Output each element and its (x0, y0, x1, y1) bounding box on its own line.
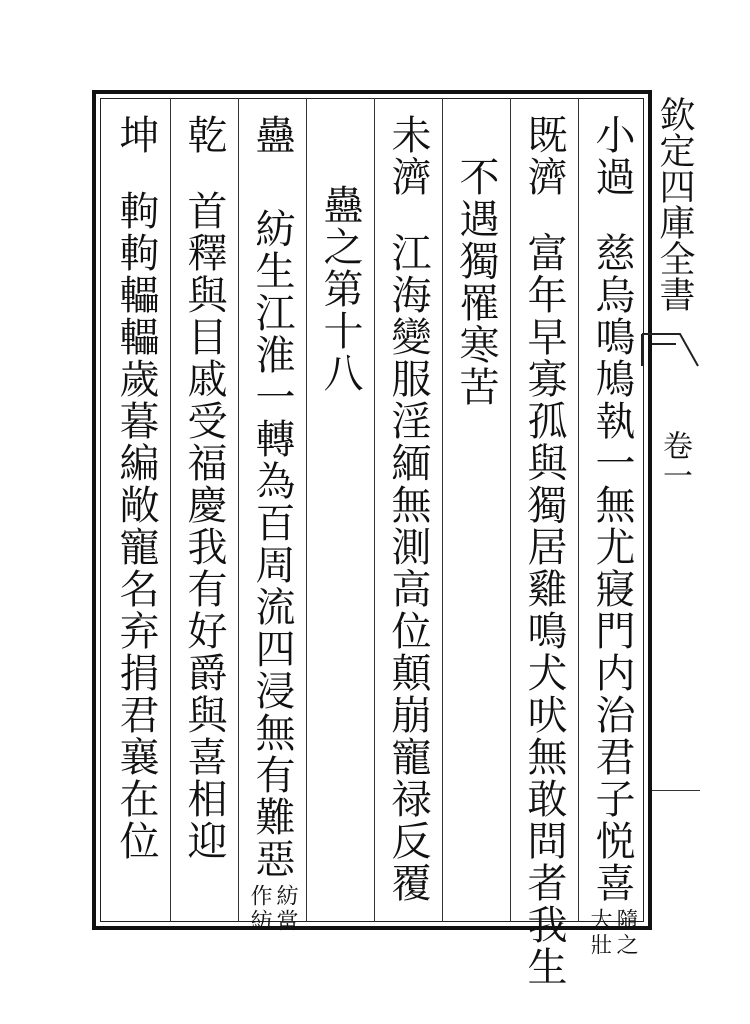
fishtail-mark-icon (640, 330, 700, 370)
column-weiji (378, 100, 438, 920)
annotation-line: 作紡 (247, 884, 272, 934)
column-xiaoguo (582, 100, 642, 958)
volume-label: 卷一 (657, 430, 692, 490)
annotation-line: 紡當 (273, 884, 298, 934)
annotation (588, 908, 636, 958)
column-gu (242, 100, 302, 934)
verse-text: 富年早寡孤與獨居雞鳴犬吠無敢問者我生 (521, 232, 567, 988)
column-rule (238, 98, 239, 922)
column-rule (442, 98, 443, 922)
hexagram-name: 蠱 (249, 114, 295, 156)
edge-rule (652, 790, 700, 791)
column-buguo (446, 100, 506, 920)
hexagram-name: 既濟 (521, 114, 567, 198)
verse-text: 首釋與目戚受福慶我有好爵與喜相迎 (181, 190, 227, 862)
column-rule (510, 98, 511, 922)
verse-text: 慈烏鳴鳩執一無尤寢門内治君子悦喜 (589, 232, 635, 904)
column-jiji (514, 100, 574, 988)
column-rule (306, 98, 307, 922)
column-chapter-title (310, 100, 370, 920)
hexagram-name: 未濟 (385, 114, 431, 198)
verse-text: 紡生江淮一轉為百周流四浸無有難惡 (249, 208, 295, 880)
hexagram-name: 小過 (589, 114, 635, 198)
annotation-line: 隨之 (613, 908, 638, 958)
column-kun (106, 100, 166, 920)
hexagram-name: 坤 (113, 114, 159, 156)
hexagram-name: 乾 (181, 114, 227, 156)
column-rule (170, 98, 171, 922)
verse-text: 江海變服淫緬無測高位顛崩寵禄反覆 (385, 232, 431, 904)
book-title: 欽定四庫全書 (654, 96, 695, 312)
column-qian (174, 100, 234, 920)
column-rule (374, 98, 375, 922)
column-rule (578, 98, 579, 922)
annotation (248, 884, 296, 934)
annotation-line: 大壯 (587, 908, 612, 958)
chapter-title: 蠱之第十八 (317, 184, 363, 394)
verse-text: 軥軥轠轠歲暮編敞寵名弃捐君襄在位 (113, 190, 159, 862)
verse-text: 不遇獨罹寒苦 (453, 156, 499, 408)
